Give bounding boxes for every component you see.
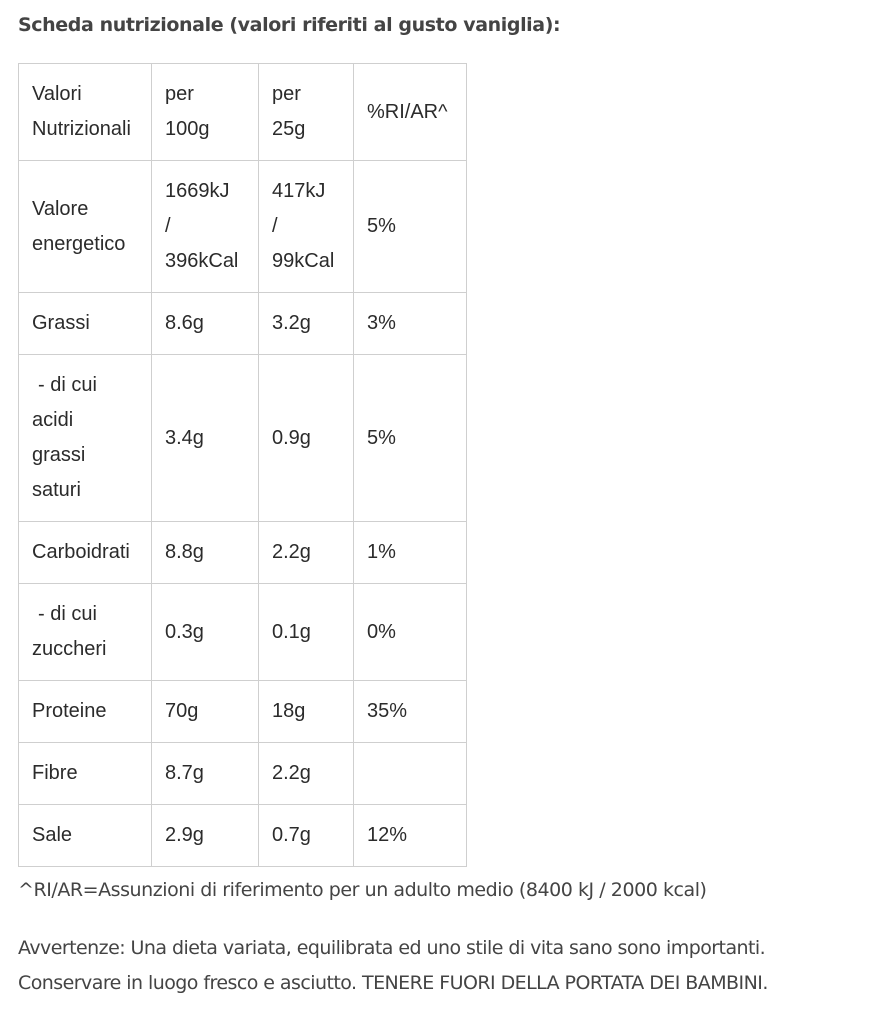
table-row: [19, 584, 467, 681]
cell-ri-ar: [354, 743, 467, 805]
cell-ri-ar: 3%: [354, 293, 467, 355]
cell-ri-ar: 12%: [354, 805, 467, 867]
page-title: Scheda nutrizionale (valori riferiti al gusto vaniglia):: [18, 14, 561, 36]
ri-ar-footnote: ^RI/AR=Assunzioni di riferimento per un adulto medio (8400 kJ / 2000 kcal): [18, 879, 707, 901]
cell-per-25g: 2.2g: [259, 522, 354, 584]
warning-line-1: Avvertenze: Una dieta variata, equilibrata ed uno stile di vita sano sono importanti.: [18, 937, 766, 959]
row-label: Sale: [19, 805, 152, 867]
header-ri-ar: %RI/AR^: [354, 64, 467, 161]
row-label: Carboidrati: [19, 522, 152, 584]
table-row: [19, 522, 467, 584]
cell-ri-ar: 5%: [354, 355, 467, 522]
warning-line-2: Conservare in luogo fresco e asciutto. TENERE FUORI DELLA PORTATA DEI BAMBINI.: [18, 972, 768, 994]
cell-ri-ar: 5%: [354, 161, 467, 293]
cell-per-25g: 18g: [259, 681, 354, 743]
table-header-row: [19, 64, 467, 161]
table-row: [19, 161, 467, 293]
cell-per-100g: 8.7g: [152, 743, 259, 805]
cell-per-100g: 3.4g: [152, 355, 259, 522]
row-label: Valore energetico: [19, 161, 152, 293]
cell-ri-ar: 0%: [354, 584, 467, 681]
table-row: [19, 805, 467, 867]
warning-text: [18, 931, 768, 1001]
header-valori-nutrizionali: Valori Nutrizionali: [19, 64, 152, 161]
table-row: [19, 355, 467, 522]
row-label: Fibre: [19, 743, 152, 805]
cell-per-25g: 417kJ / 99kCal: [259, 161, 354, 293]
cell-ri-ar: 1%: [354, 522, 467, 584]
row-label: Proteine: [19, 681, 152, 743]
cell-per-25g: 2.2g: [259, 743, 354, 805]
cell-per-100g: 2.9g: [152, 805, 259, 867]
cell-per-25g: 0.9g: [259, 355, 354, 522]
cell-per-100g: 8.8g: [152, 522, 259, 584]
table-row: [19, 743, 467, 805]
cell-ri-ar: 35%: [354, 681, 467, 743]
cell-per-100g: 70g: [152, 681, 259, 743]
row-label: - di cui acidi grassi saturi: [19, 355, 152, 522]
cell-per-25g: 0.1g: [259, 584, 354, 681]
table-row: [19, 681, 467, 743]
row-label: Grassi: [19, 293, 152, 355]
header-per-100g: per 100g: [152, 64, 259, 161]
cell-per-25g: 0.7g: [259, 805, 354, 867]
cell-per-100g: 0.3g: [152, 584, 259, 681]
table-row: [19, 293, 467, 355]
nutrition-table: [18, 63, 467, 867]
cell-per-100g: 8.6g: [152, 293, 259, 355]
header-per-25g: per 25g: [259, 64, 354, 161]
cell-per-100g: 1669kJ / 396kCal: [152, 161, 259, 293]
row-label: - di cui zuccheri: [19, 584, 152, 681]
cell-per-25g: 3.2g: [259, 293, 354, 355]
